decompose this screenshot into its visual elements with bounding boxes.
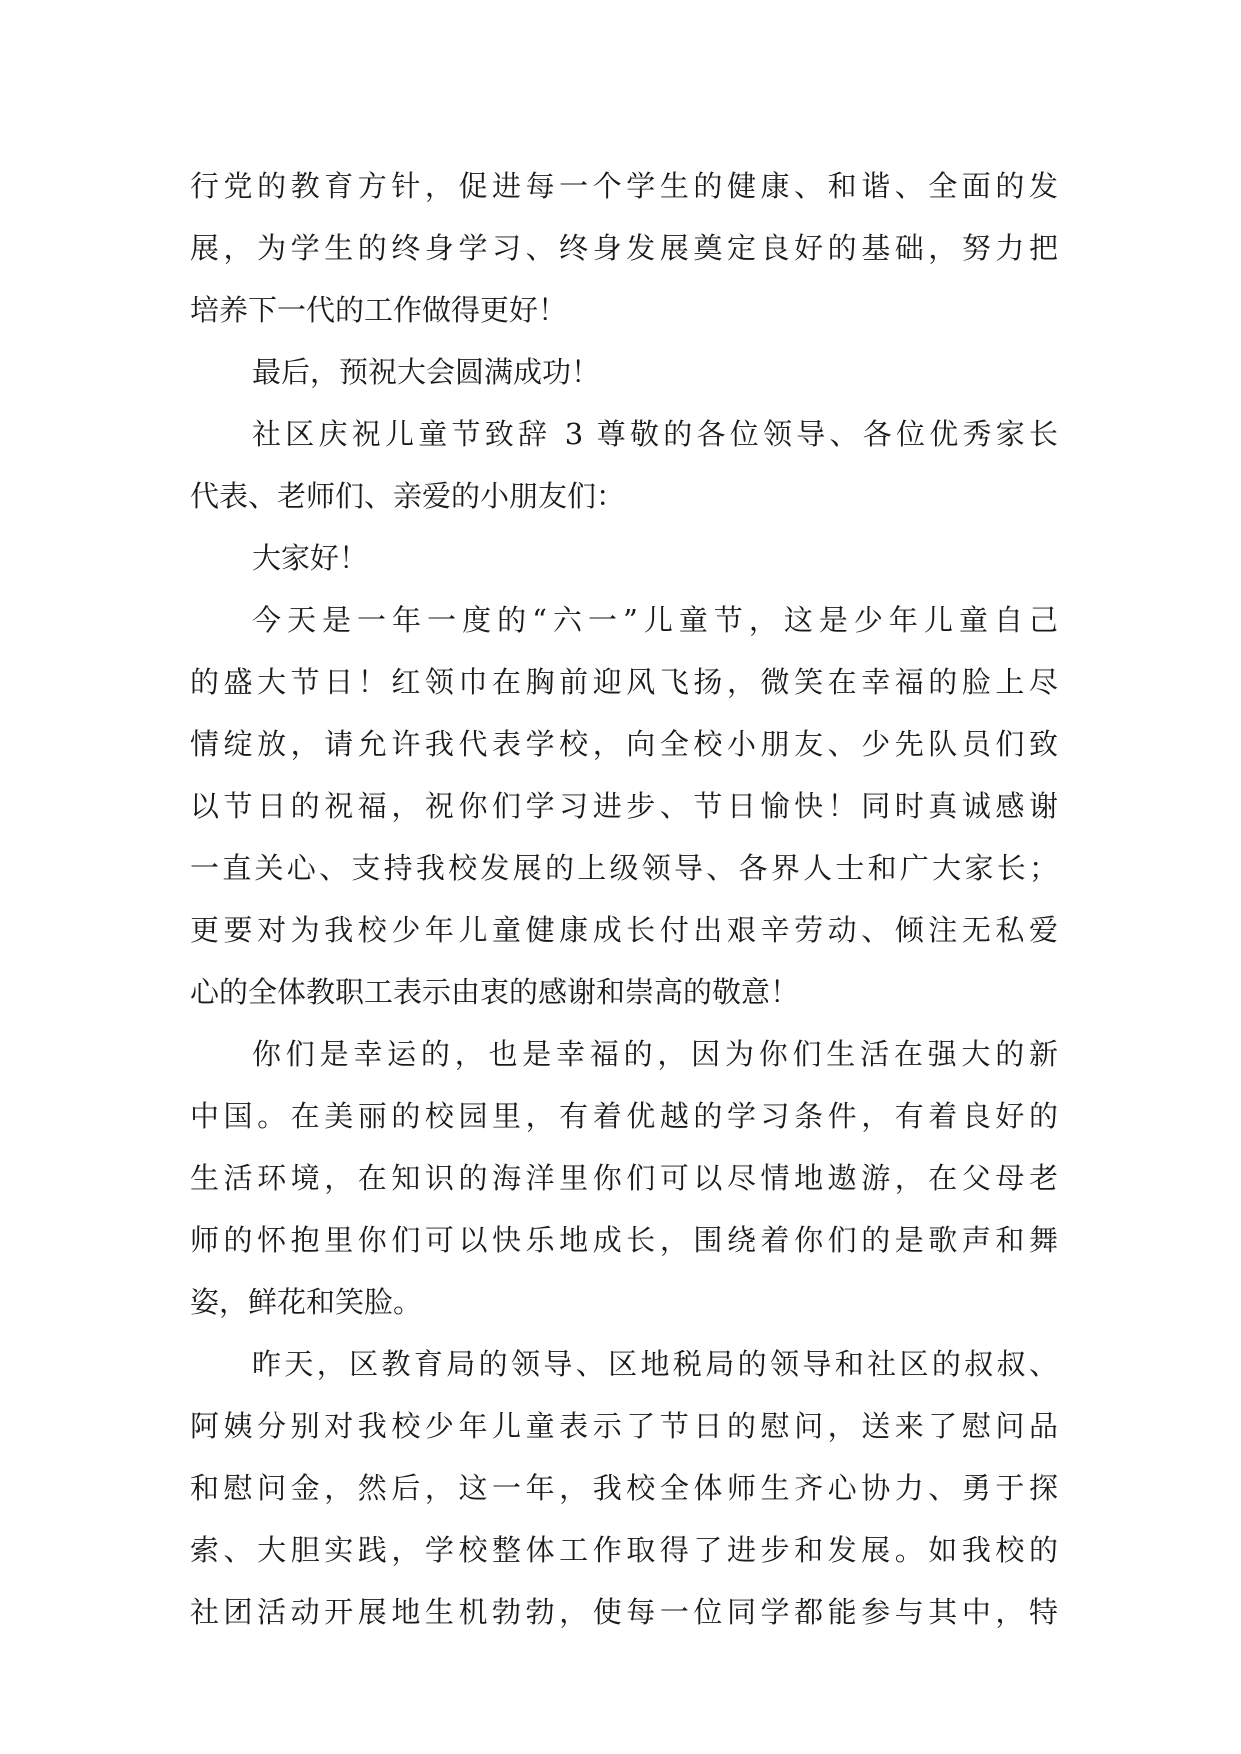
text-line: 大家好！ bbox=[252, 541, 369, 575]
body-text bbox=[190, 155, 1058, 1643]
text-line: 的盛大节日！红领巾在胸前迎风飞扬，微笑在幸福的脸上尽 bbox=[190, 665, 1058, 699]
text-line: 行党的教育方针，促进每一个学生的健康、和谐、全面的发 bbox=[190, 169, 1058, 203]
text-line: 昨天，区教育局的领导、区地税局的领导和社区的叔叔、 bbox=[252, 1347, 1058, 1381]
text-line: 中国。在美丽的校园里，有着优越的学习条件，有着良好的 bbox=[190, 1099, 1058, 1133]
text-line: 社团活动开展地生机勃勃，使每一位同学都能参与其中，特 bbox=[190, 1595, 1058, 1629]
text-line: 情绽放，请允许我代表学校，向全校小朋友、少先队员们致 bbox=[190, 727, 1058, 761]
text-line: 师的怀抱里你们可以快乐地成长，围绕着你们的是歌声和舞 bbox=[190, 1223, 1058, 1257]
text-line: 展，为学生的终身学习、终身发展奠定良好的基础，努力把 bbox=[190, 231, 1058, 265]
text-line: 社区庆祝儿童节致辞 3 尊敬的各位领导、各位优秀家长 bbox=[252, 417, 1058, 451]
text-line: 最后，预祝大会圆满成功！ bbox=[252, 355, 601, 389]
text-line: 索、大胆实践，学校整体工作取得了进步和发展。如我校的 bbox=[190, 1533, 1058, 1567]
text-line: 你们是幸运的，也是幸福的，因为你们生活在强大的新 bbox=[252, 1037, 1058, 1071]
text-line: 培养下一代的工作做得更好！ bbox=[190, 293, 568, 327]
text-line: 一直关心、支持我校发展的上级领导、各界人士和广大家长； bbox=[190, 851, 1058, 885]
text-line: 代表、老师们、亲爱的小朋友们： bbox=[190, 479, 626, 513]
text-line: 和慰问金，然后，这一年，我校全体师生齐心协力、勇于探 bbox=[190, 1471, 1058, 1505]
text-line: 今天是一年一度的“六一”儿童节，这是少年儿童自己 bbox=[252, 603, 1058, 637]
text-line: 心的全体教职工表示由衷的感谢和崇高的敬意！ bbox=[190, 975, 800, 1009]
text-line: 更要对为我校少年儿童健康成长付出艰辛劳动、倾注无私爱 bbox=[190, 913, 1058, 947]
text-line: 阿姨分别对我校少年儿童表示了节日的慰问，送来了慰问品 bbox=[190, 1409, 1058, 1443]
text-line: 以节日的祝福，祝你们学习进步、节日愉快！同时真诚感谢 bbox=[190, 789, 1058, 823]
text-line: 生活环境，在知识的海洋里你们可以尽情地遨游，在父母老 bbox=[190, 1161, 1058, 1195]
text-line: 姿，鲜花和笑脸。 bbox=[190, 1285, 423, 1319]
